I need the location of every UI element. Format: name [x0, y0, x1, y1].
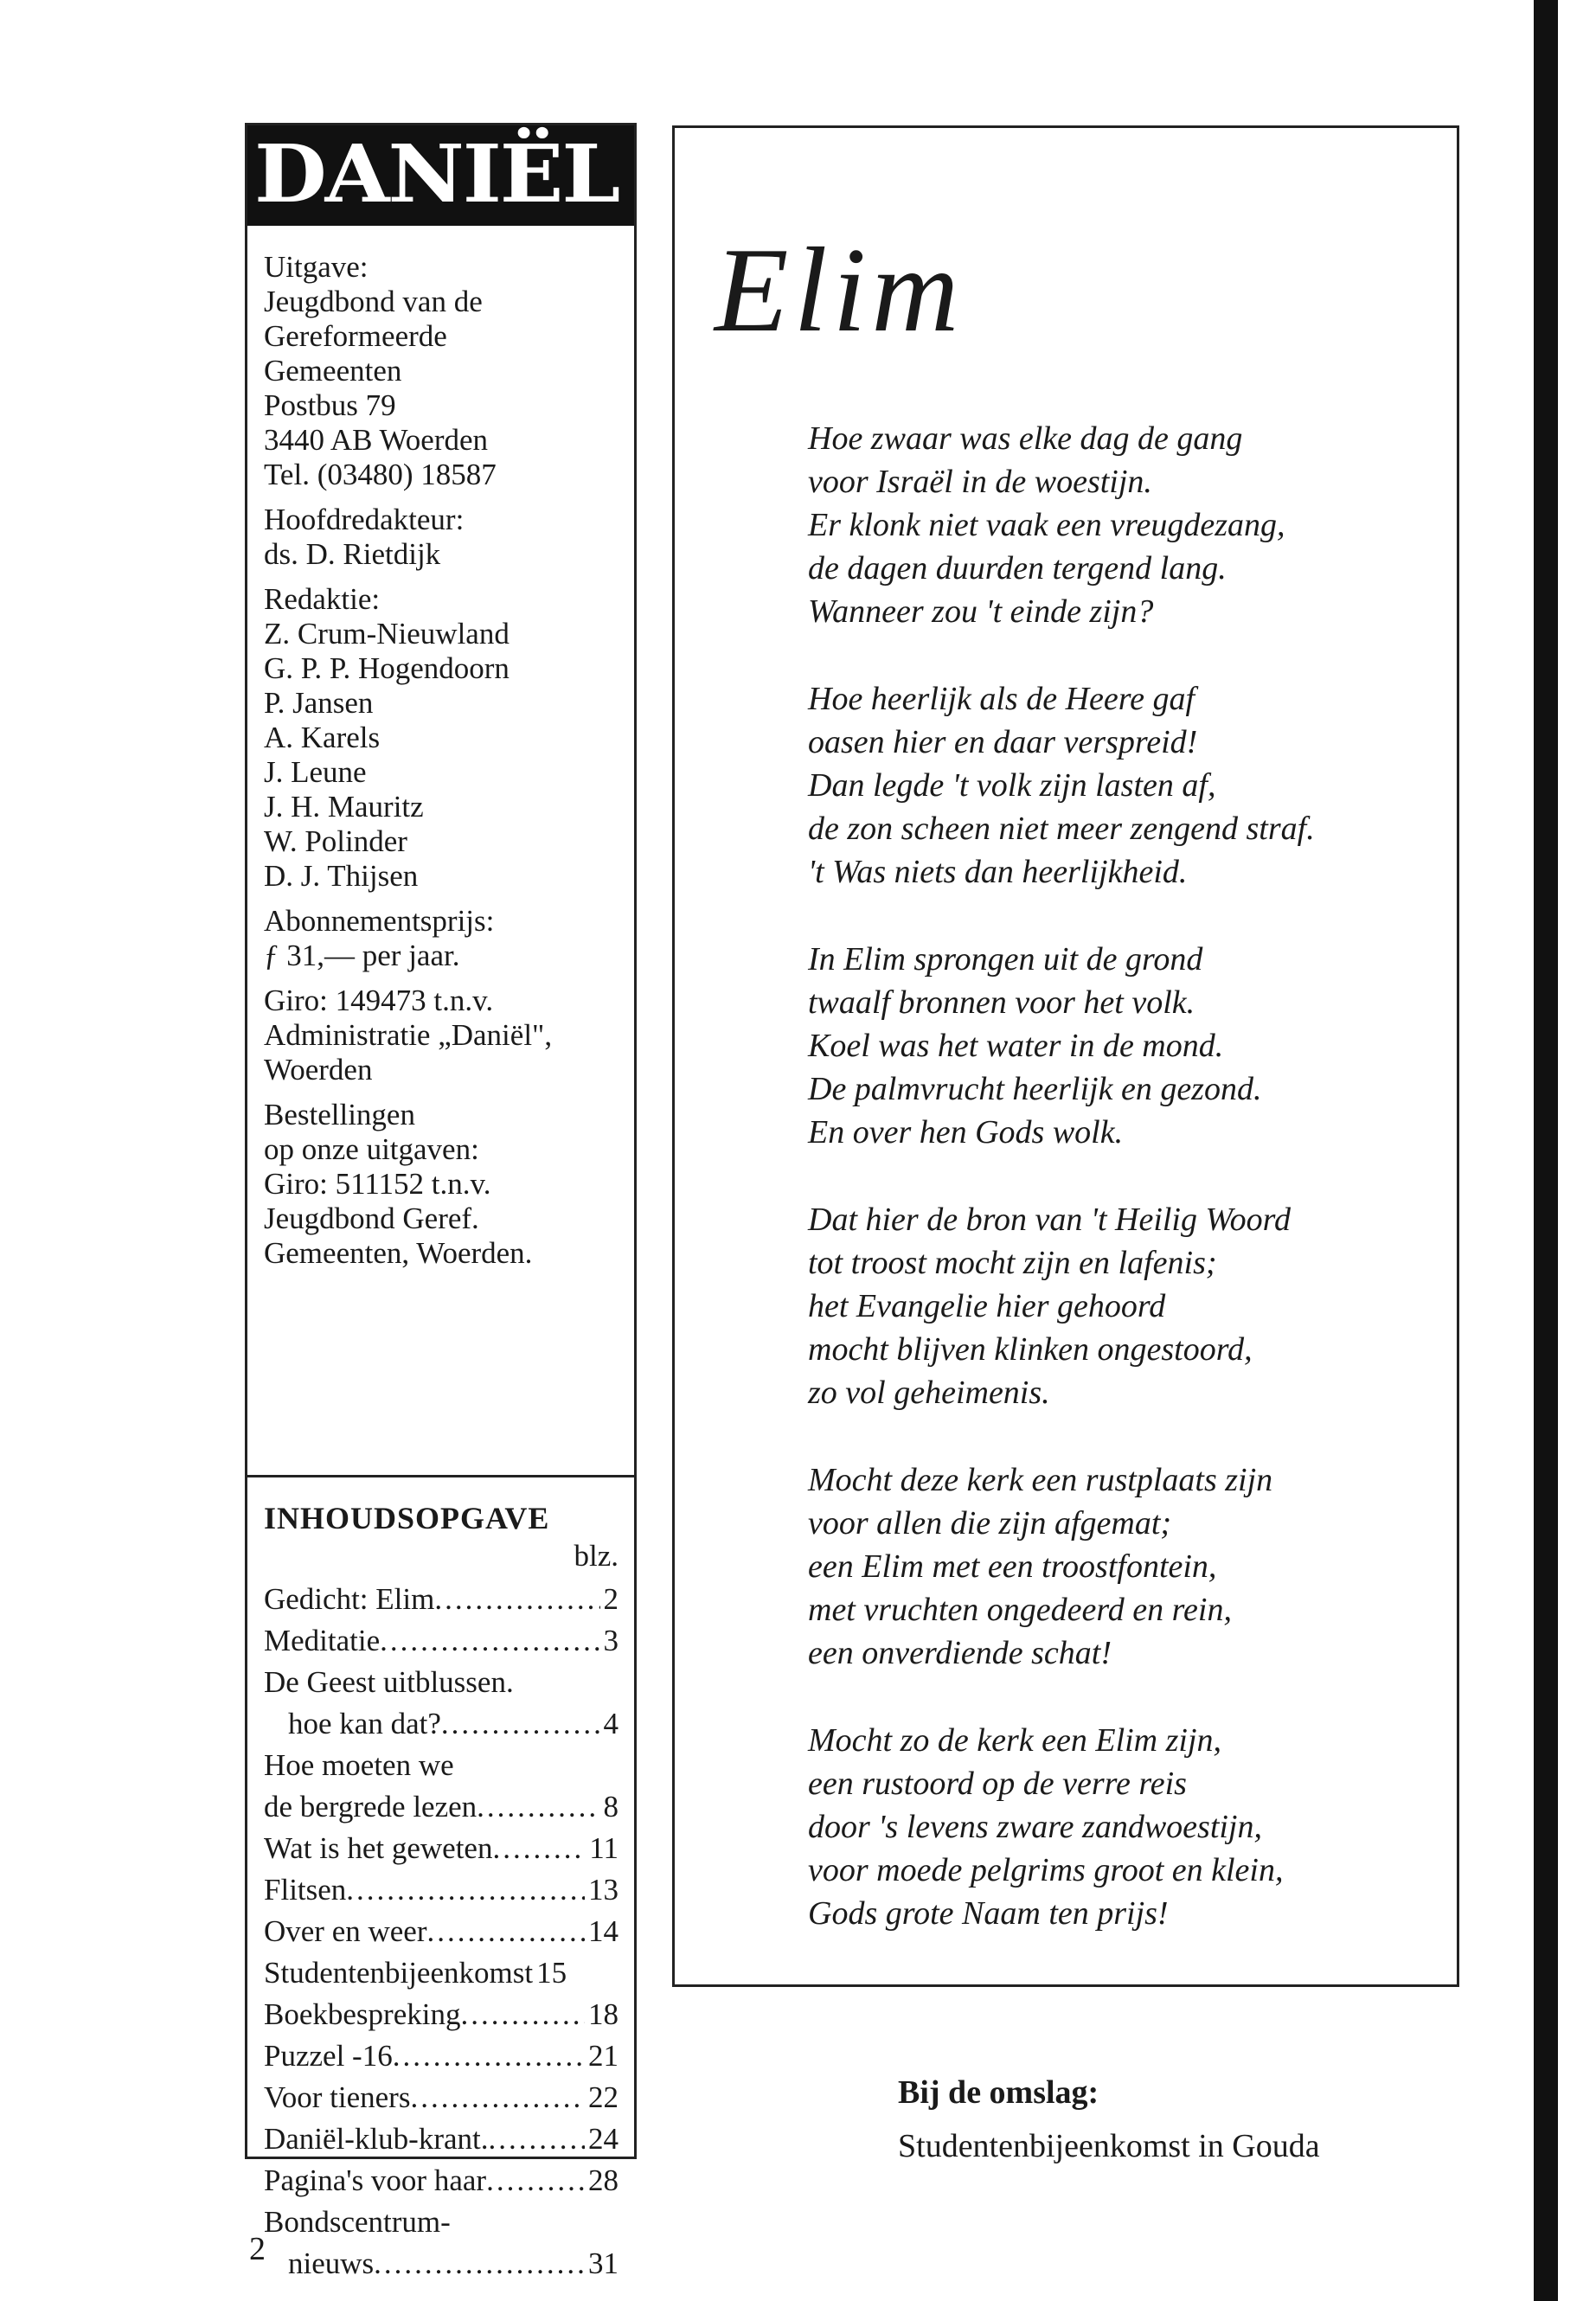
editor-name: J. Leune — [264, 755, 367, 789]
editorial-block — [264, 582, 627, 894]
toc-entry-page: 22 — [588, 2080, 619, 2114]
toc-entry-page: 28 — [588, 2163, 619, 2197]
editor-name: W. Polinder — [264, 824, 407, 858]
poem-line: twaalf bronnen voor het volk. — [808, 984, 1195, 1021]
toc-entry-title: Pagina's voor haar — [264, 2163, 487, 2197]
toc-entry — [264, 1911, 619, 1952]
giro-block — [264, 984, 627, 1087]
editor-name: G. P. P. Hogendoorn — [264, 651, 510, 685]
toc-entry-title: Boekbespreking — [264, 1997, 461, 2031]
poem-line: de zon scheen niet meer zengend straf. — [808, 811, 1315, 847]
toc-entry-title: Wat is het geweten — [264, 1831, 493, 1865]
poem-line: Dan legde 't volk zijn lasten af, — [808, 767, 1216, 804]
toc-entry-title: Bondscentrum- — [264, 2205, 451, 2239]
toc-entry — [264, 1994, 619, 2035]
poem-line: Koel was het water in de mond. — [808, 1028, 1224, 1064]
orders-line: Bestellingen — [264, 1098, 415, 1131]
editor-in-chief: ds. D. Rietdijk — [264, 537, 441, 571]
poem-stanza — [808, 1458, 1448, 1675]
toc-entry-title: Voor tieners — [264, 2080, 411, 2114]
colophon — [264, 250, 627, 1281]
toc-leader — [410, 2077, 585, 2118]
toc-entry-page: 11 — [589, 1831, 619, 1865]
poem-stanza — [808, 1198, 1448, 1414]
toc-entry-title: Gedicht: Elim — [264, 1582, 435, 1616]
poem-line: Mocht zo de kerk een Elim zijn, — [808, 1722, 1222, 1759]
poem-line: met vruchten ongedeerd en rein, — [808, 1592, 1232, 1628]
toc-entry — [264, 1579, 619, 1620]
table-of-contents — [264, 1499, 619, 2285]
poem-box — [672, 125, 1459, 1987]
page-number: 2 — [249, 2231, 266, 2267]
colophon-divider — [247, 1475, 635, 1477]
publisher-line: Gereformeerde — [264, 319, 447, 353]
toc-entry-page: 31 — [588, 2247, 619, 2280]
poem-line: In Elim sprongen uit de grond — [808, 941, 1203, 977]
cover-text: Studentenbijeenkomst in Gouda — [898, 2128, 1320, 2164]
poem-line: En over hen Gods wolk. — [808, 1114, 1124, 1150]
toc-leader — [374, 2243, 585, 2285]
toc-entry-title: Flitsen — [264, 1873, 347, 1907]
editorial-label: Redaktie: — [264, 582, 381, 616]
poem-line: Hoe heerlijk als de Heere gaf — [808, 681, 1195, 717]
toc-entry-page: 8 — [603, 1790, 619, 1823]
orders-line: Giro: 511152 t.n.v. — [264, 1167, 491, 1201]
poem-line: tot troost mocht zijn en lafenis; — [808, 1245, 1217, 1281]
giro-line: Administratie „Daniël", — [264, 1018, 553, 1052]
toc-entry-page: 4 — [603, 1707, 619, 1740]
toc-entry-page: 21 — [588, 2039, 619, 2073]
masthead-logo — [247, 125, 634, 219]
toc-leader — [380, 1620, 599, 1662]
toc-entry — [264, 1620, 619, 1662]
toc-entry-title: Studentenbijeenkomst — [264, 1956, 534, 1990]
toc-heading: INHOUDSOPGAVE — [264, 1501, 550, 1535]
toc-entry-page: 14 — [588, 1914, 619, 1948]
toc-entry-title: Puzzel -16 — [264, 2039, 393, 2073]
publisher-line: Postbus 79 — [264, 388, 396, 422]
poem-line: een Elim met een troostfontein, — [808, 1548, 1217, 1585]
poem-stanza — [808, 417, 1448, 633]
poem-line: een onverdiende schat! — [808, 1635, 1112, 1671]
toc-leader — [441, 1703, 600, 1745]
editor-in-chief-label: Hoofdredakteur: — [264, 503, 465, 536]
poem-line: Hoe zwaar was elke dag de gang — [808, 420, 1243, 457]
publisher-line: 3440 AB Woerden — [264, 423, 489, 457]
poem-line: Dat hier de bron van 't Heilig Woord — [808, 1202, 1292, 1238]
toc-entry-title-cont: de bergrede lezen — [264, 1790, 478, 1823]
editor-name: P. Jansen — [264, 686, 374, 720]
publisher-line: Gemeenten — [264, 354, 402, 388]
toc-entry-page: 3 — [603, 1624, 619, 1657]
poem-line: oasen hier en daar verspreid! — [808, 724, 1198, 760]
subscription-block — [264, 904, 627, 973]
toc-entry — [264, 2202, 619, 2285]
orders-line: op onze uitgaven: — [264, 1132, 479, 1166]
publisher-block — [264, 250, 627, 492]
poem-line: 't Was niets dan heerlijkheid. — [808, 854, 1188, 890]
poem-line: Gods grote Naam ten prijs! — [808, 1895, 1169, 1932]
toc-entry-page: 13 — [588, 1873, 619, 1907]
toc-leader — [477, 1786, 599, 1828]
toc-entry-title: Hoe moeten we — [264, 1748, 454, 1782]
toc-leader — [460, 1994, 585, 2035]
poem-line: de dagen duurden tergend lang. — [808, 550, 1227, 586]
toc-leader — [489, 2118, 586, 2160]
orders-line: Jeugdbond Geref. — [264, 1202, 479, 1235]
editor-in-chief-block — [264, 503, 627, 572]
toc-entry-title: Over en weer — [264, 1914, 427, 1948]
toc-entry — [264, 2160, 619, 2202]
editor-name: A. Karels — [264, 721, 381, 754]
editor-name: Z. Crum-Nieuwland — [264, 617, 510, 651]
masthead-title: DANIËL — [254, 127, 619, 219]
editor-name: D. J. Thijsen — [264, 859, 419, 893]
cover-note — [898, 2066, 1320, 2173]
publisher-line: Jeugdbond van de — [264, 285, 483, 318]
toc-entry-title-cont: nieuws — [288, 2247, 375, 2280]
toc-entry-title: Daniël-klub-krant. — [264, 2122, 489, 2156]
masthead-rule — [247, 219, 634, 226]
colophon-box — [245, 123, 637, 2280]
toc-entry-title: De Geest uitblussen. — [264, 1665, 514, 1699]
publisher-line: Tel. (03480) 18587 — [264, 458, 497, 491]
poem-line: door 's levens zware zandwoestijn, — [808, 1809, 1262, 1845]
orders-block — [264, 1098, 627, 1271]
poem-line: een rustoord op de verre reis — [808, 1766, 1187, 1802]
subscription-price: ƒ 31,— per jaar. — [264, 939, 460, 972]
orders-line: Gemeenten, Woerden. — [264, 1236, 533, 1270]
subscription-label: Abonnementsprijs: — [264, 904, 495, 938]
giro-line: Giro: 149473 t.n.v. — [264, 984, 494, 1017]
editor-name: J. H. Mauritz — [264, 790, 424, 824]
toc-leader — [486, 2160, 585, 2202]
poem-stanza — [808, 677, 1448, 894]
poem-line: mocht blijven klinken ongestoord, — [808, 1331, 1253, 1368]
toc-leader — [492, 1828, 586, 1869]
cover-label: Bij de omslag: — [898, 2074, 1099, 2111]
toc-leader — [427, 1911, 585, 1952]
toc-leader — [346, 1869, 585, 1911]
toc-entry — [264, 1662, 619, 1745]
poem-line: Mocht deze kerk een rustplaats zijn — [808, 1462, 1273, 1498]
poem-stanza — [808, 938, 1448, 1154]
toc-entry — [264, 1745, 619, 1828]
poem-line: voor allen die zijn afgemat; — [808, 1505, 1172, 1541]
toc-entry — [264, 2118, 619, 2160]
poem-line: De palmvrucht heerlijk en gezond. — [808, 1071, 1262, 1107]
toc-leader — [434, 1579, 599, 1620]
toc-entry-page: 18 — [588, 1997, 619, 2031]
publisher-label: Uitgave: — [264, 250, 369, 284]
toc-entry — [264, 2077, 619, 2118]
toc-entry-page: 24 — [588, 2122, 619, 2156]
toc-entry — [264, 1869, 619, 1911]
poem-line: voor Israël in de woestijn. — [808, 464, 1152, 500]
page-edge-bar — [1534, 0, 1558, 2301]
giro-line: Woerden — [264, 1053, 373, 1086]
toc-leader — [393, 2035, 585, 2077]
poem-line: het Evangelie hier gehoord — [808, 1288, 1166, 1324]
toc-entry-page: 2 — [603, 1582, 619, 1616]
toc-entry — [264, 2035, 619, 2077]
toc-entry-title-cont: hoe kan dat? — [288, 1707, 441, 1740]
poem-body — [808, 417, 1448, 1979]
poem-line: Er klonk niet vaak een vreugdezang, — [808, 507, 1285, 543]
toc-entry — [264, 1828, 619, 1869]
poem-stanza — [808, 1719, 1448, 1935]
poem-line: zo vol geheimenis. — [808, 1375, 1050, 1411]
toc-page-label: blz. — [574, 1539, 619, 1573]
toc-entry — [264, 1952, 619, 1994]
toc-entry-page: 15 — [536, 1956, 567, 1990]
toc-entry-title: Meditatie — [264, 1624, 381, 1657]
poem-title: Elim — [715, 223, 965, 357]
poem-line: Wanneer zou 't einde zijn? — [808, 593, 1154, 630]
poem-line: voor moede pelgrims groot en klein, — [808, 1852, 1284, 1888]
